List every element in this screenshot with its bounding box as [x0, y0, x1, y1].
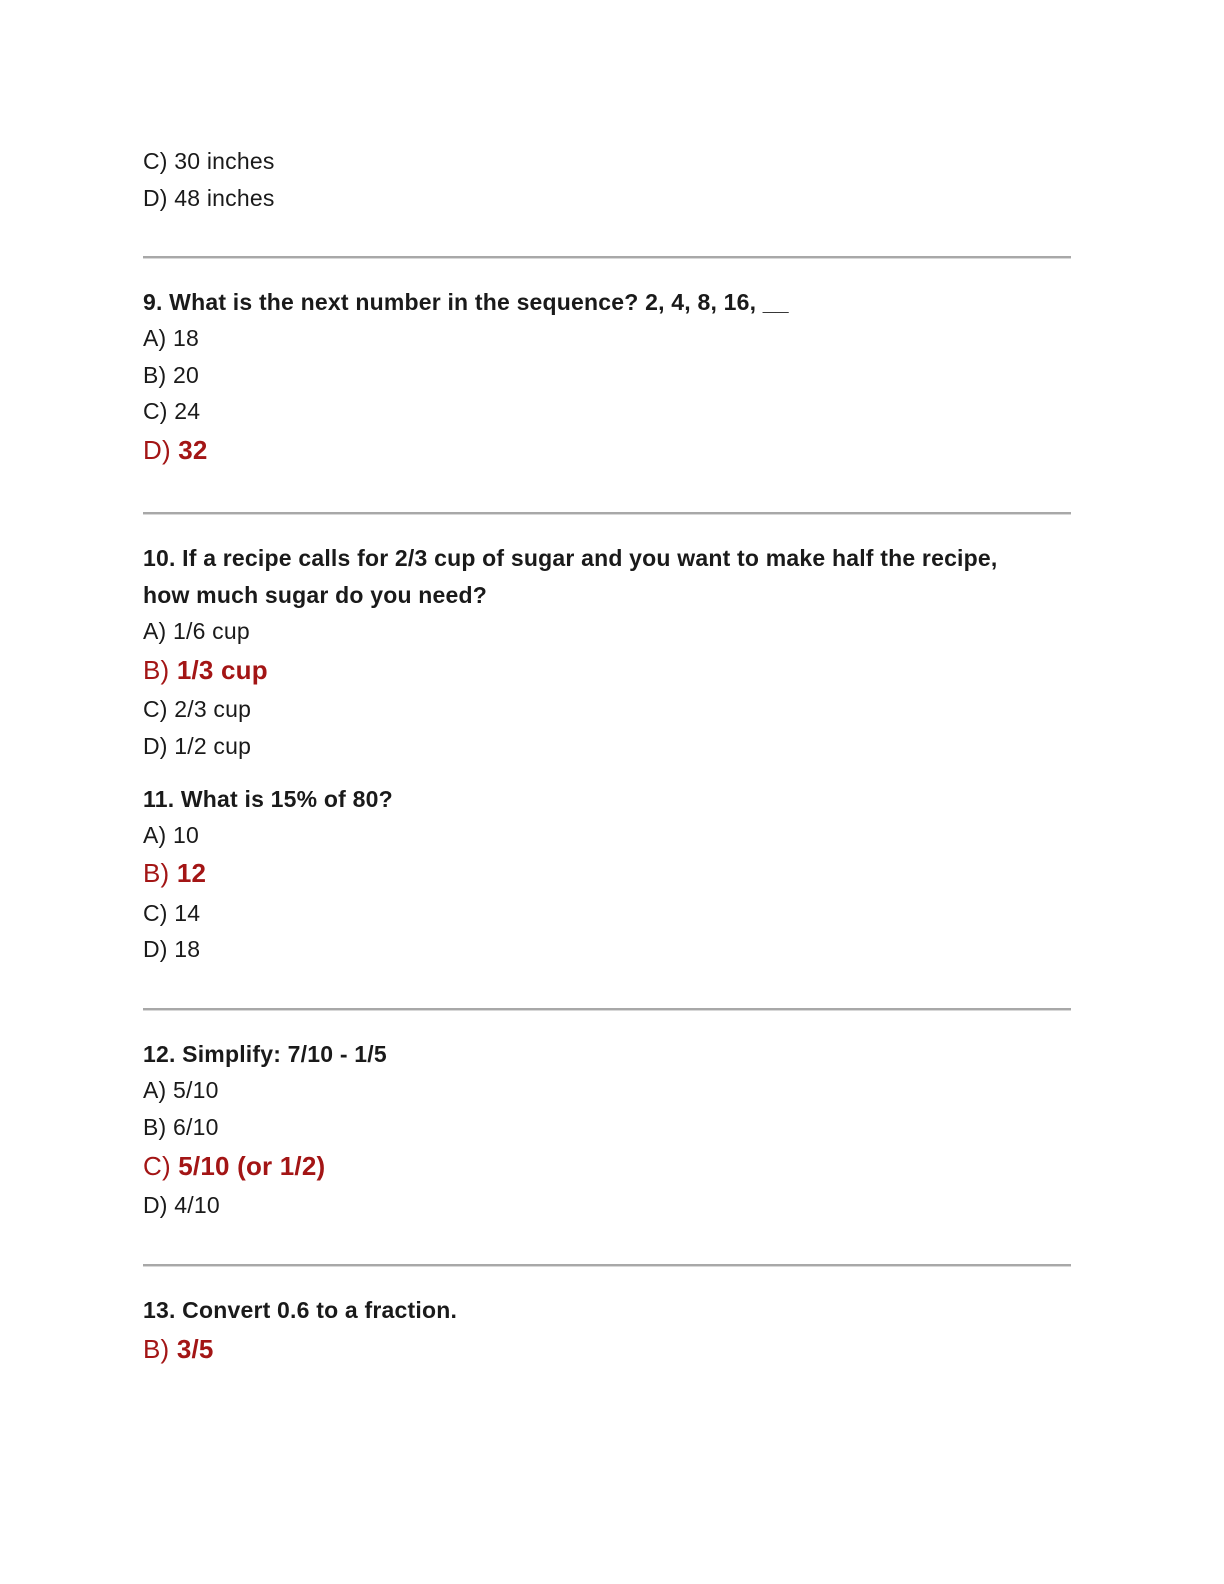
- answer-value: 3/5: [176, 1334, 214, 1364]
- answer-value: 5/10 (or 1/2): [178, 1151, 326, 1181]
- answer-value: 12: [176, 858, 207, 888]
- q12-option-a: A) 5/10: [143, 1077, 219, 1103]
- answer-letter: C): [143, 1151, 179, 1181]
- q12-option-b: B) 6/10: [143, 1114, 219, 1140]
- q9-option-c: C) 24: [143, 398, 201, 424]
- q10-correct-answer: [143, 654, 268, 686]
- answer-letter: B): [143, 655, 177, 685]
- divider: [143, 256, 1071, 259]
- q9-correct-answer: [143, 434, 208, 466]
- answer-value: 32: [178, 435, 208, 465]
- q11-question: 11. What is 15% of 80?: [143, 786, 393, 812]
- q8-option-c: C) 30 inches: [143, 148, 275, 174]
- q11-option-c: C) 14: [143, 900, 201, 926]
- q11-option-a: A) 10: [143, 822, 199, 848]
- q11-option-d: D) 18: [143, 936, 201, 962]
- answer-letter: B): [143, 858, 177, 888]
- q10-option-d: D) 1/2 cup: [143, 733, 252, 759]
- q8-option-d: D) 48 inches: [143, 185, 275, 211]
- answer-value: 1/3 cup: [176, 655, 268, 685]
- q11-correct-answer: [143, 857, 206, 889]
- q9-question: 9. What is the next number in the sequence? 2, 4, 8, 16, __: [143, 289, 789, 315]
- q12-option-d: D) 4/10: [143, 1192, 220, 1218]
- q12-question: 12. Simplify: 7/10 - 1/5: [143, 1041, 387, 1067]
- q12-correct-answer: [143, 1150, 325, 1182]
- q9-option-b: B) 20: [143, 362, 199, 388]
- answer-letter: B): [143, 1334, 177, 1364]
- q9-option-a: A) 18: [143, 325, 199, 351]
- divider: [143, 1264, 1071, 1267]
- q13-question: 13. Convert 0.6 to a fraction.: [143, 1297, 458, 1323]
- q10-option-a: A) 1/6 cup: [143, 618, 250, 644]
- answer-letter: D): [143, 435, 179, 465]
- divider: [143, 512, 1071, 515]
- q13-correct-answer: [143, 1333, 214, 1365]
- q10-option-c: C) 2/3 cup: [143, 696, 252, 722]
- divider: [143, 1008, 1071, 1011]
- q10-question-line2: how much sugar do you need?: [143, 582, 488, 608]
- q10-question-line1: 10. If a recipe calls for 2/3 cup of sugar and you want to make half the recipe,: [143, 545, 998, 571]
